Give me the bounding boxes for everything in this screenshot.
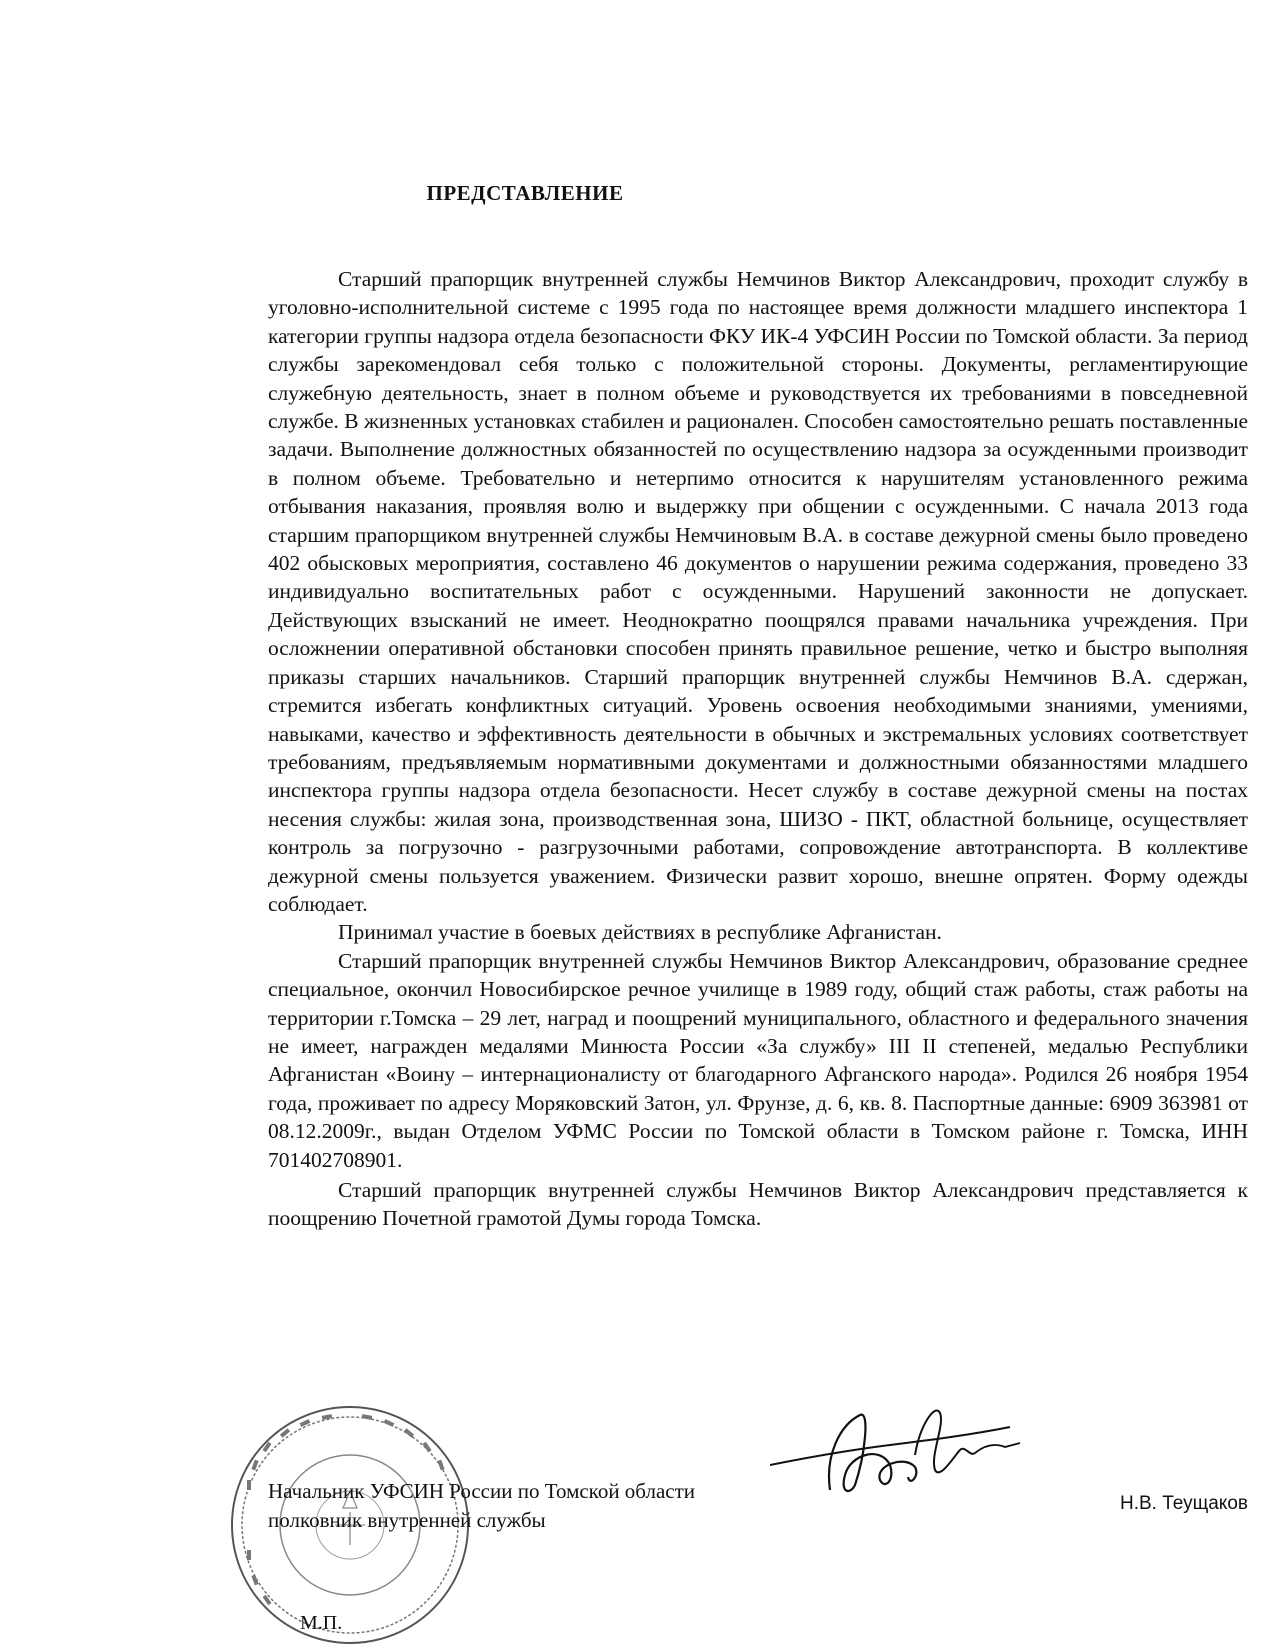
signature-block (268, 1477, 1248, 1537)
handwritten-signature-icon (770, 1395, 1030, 1505)
document-body (268, 265, 1248, 1233)
paragraph-afghanistan: Принимал участие в боевых действиях в республике Афганистан. (338, 920, 942, 945)
signatory-position-line1: Начальник УФСИН России по Томской области (268, 1479, 696, 1503)
signatory-position-line2: полковник внутренней службы (268, 1508, 546, 1532)
signatory-position (268, 1477, 695, 1535)
signatory-name: Н.В. Теущаков (1119, 1493, 1248, 1514)
stamp-place-label: М.П. (300, 1612, 343, 1634)
paragraph-nomination: Старший прапорщик внутренней службы Немчинов Виктор Александрович представляется к поощрению Почетной грамотой Думы города Томска. (268, 1178, 1248, 1231)
paragraph-characteristics: Старший прапорщик внутренней службы Немчинов Виктор Александрович, проходит службу в уголовно-исполнительной системе с 1995 года по настоящее время должности младшего инспектора 1 категории группы надзора отдела безопасности ФКУ ИК-4 УФСИН России по Томской области. За период службы зарекомендовал себя только с положительной стороны. Документы, регламентирующие служебную деятельность, знает в полном объеме и руководствуется их требованиями в повседневной службе. В жизненных установках стабилен и рационален. Способен самостоятельно решать поставленные задачи. Выполнение должностных обязанностей по осуществлению надзора за осужденными производит в полном объеме. Требовательно и нетерпимо относится к нарушителям установленного режима отбывания наказания, проявляя волю и выдержку при общении с осужденными. С начала 2013 года старшим прапорщиком внутренней службы Немчиновым В.А. в составе дежурной смены было проведено 402 обысковых мероприятия, составлено 46 документов о нарушении режима содержания, проведено 33 индивидуально воспитательных работ с осужденными. Нарушений законности не допускает. Действующих взысканий не имеет. Неоднократно поощрялся правами начальника учреждения. При осложнении оперативной обстановки способен принять правильное решение, четко и быстро выполняя приказы старших начальников. Старший прапорщик внутренней службы Немчинов В.А. сдержан, стремится избегать конфликтных ситуаций. Уровень освоения необходимыми знаниями, умениями, навыками, качество и эффективность деятельности в обычных и экстремальных условиях соответствует требованиям, предъявляемым нормативными документами и должностными обязанностями младшего инспектора группы надзора отдела безопасности. Несет службу в составе дежурной смены на постах несения службы: жилая зона, производственная зона, ШИЗО - ПКТ, областной больнице, осуществляет контроль за погрузочно - разгрузочными работами, сопровождение автотранспорта. В коллективе дежурной смены пользуется уважением. Физически развит хорошо, внешне опрятен. Форму одежды соблюдает. (268, 267, 1249, 916)
document-title: ПРЕДСТАВЛЕНИЕ (426, 181, 624, 205)
paragraph-biography: Старший прапорщик внутренней службы Немчинов Виктор Александрович, образование среднее специальное, окончил Новосибирское речное училище в 1989 году, общий стаж работы, стаж работы на территории г.Томска – 29 лет, наград и поощрений муниципального, областного и федерального значения не имеет, награжден медалями Минюста России «За службу» III II степеней, медалью Республики Афганистан «Воину – интернационалисту от благодарного Афганского народа». Родился 26 ноября 1954 года, проживает по адресу Моряковский Затон, ул. Фрунзе, д. 6, кв. 8. Паспортные данные: 6909 363981 от 08.12.2009г., выдан Отделом УФМС России по Томской области в Томском районе г. Томска, ИНН 701402708901. (268, 948, 1248, 1172)
